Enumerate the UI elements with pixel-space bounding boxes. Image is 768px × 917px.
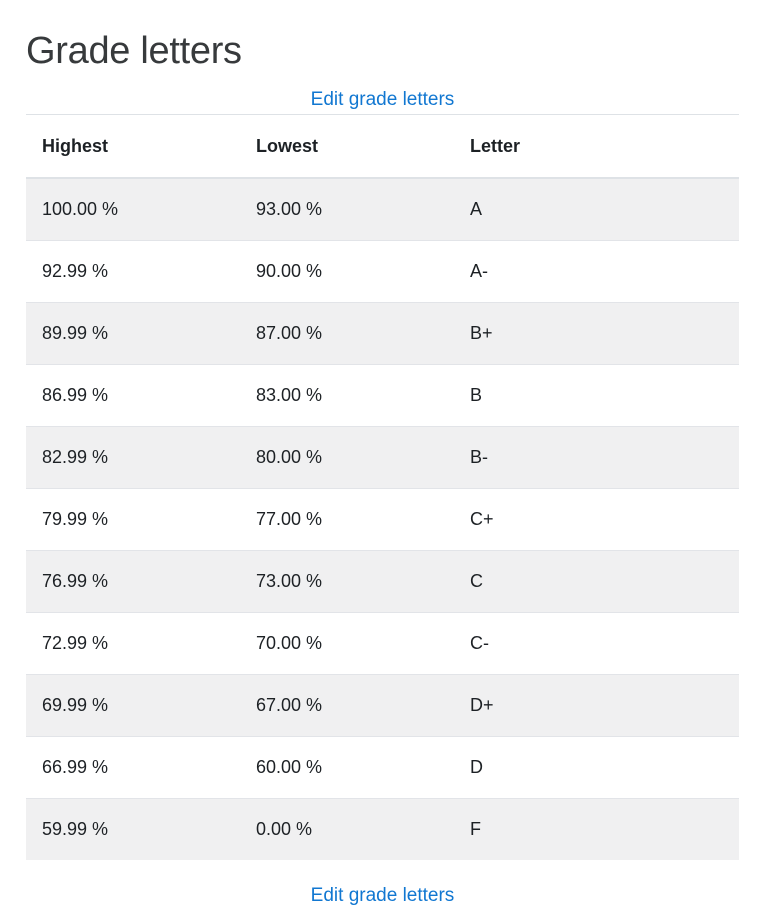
- cell-lowest: 87.00 %: [256, 323, 323, 343]
- cell-highest: 82.99 %: [42, 447, 109, 467]
- cell-letter: A-: [470, 261, 488, 281]
- edit-grade-letters-link-bottom[interactable]: Edit grade letters: [310, 885, 455, 906]
- cell-highest: 59.99 %: [42, 819, 109, 839]
- table-row: [26, 799, 739, 860]
- table-row: [26, 489, 739, 551]
- table-row: [26, 303, 739, 365]
- cell-letter: C: [470, 571, 483, 591]
- table-row: [26, 179, 739, 241]
- cell-highest: 69.99 %: [42, 695, 109, 715]
- cell-highest: 76.99 %: [42, 571, 109, 591]
- cell-lowest: 60.00 %: [256, 757, 323, 777]
- cell-lowest: 93.00 %: [256, 199, 323, 219]
- cell-highest: 79.99 %: [42, 509, 109, 529]
- column-header-letter: Letter: [470, 135, 521, 156]
- cell-letter: B+: [470, 323, 493, 343]
- table-row: [26, 613, 739, 675]
- table-row: [26, 551, 739, 613]
- cell-lowest: 0.00 %: [256, 819, 313, 839]
- cell-letter: B-: [470, 447, 488, 467]
- edit-grade-letters-link-top[interactable]: Edit grade letters: [310, 89, 455, 110]
- page-title: Grade letters: [26, 30, 242, 72]
- cell-letter: A: [470, 199, 483, 219]
- column-header-lowest: Lowest: [256, 135, 319, 156]
- cell-letter: D+: [470, 695, 494, 715]
- table-row: [26, 737, 739, 799]
- cell-letter: B: [470, 385, 483, 405]
- column-header-highest: Highest: [42, 135, 109, 156]
- cell-letter: F: [470, 819, 481, 839]
- cell-lowest: 67.00 %: [256, 695, 323, 715]
- cell-lowest: 80.00 %: [256, 447, 323, 467]
- cell-lowest: 77.00 %: [256, 509, 323, 529]
- cell-letter: C-: [470, 633, 489, 653]
- table-row: [26, 365, 739, 427]
- cell-highest: 92.99 %: [42, 261, 109, 281]
- cell-letter: C+: [470, 509, 494, 529]
- table-row: [26, 241, 739, 303]
- cell-highest: 100.00 %: [42, 199, 119, 219]
- table-row: [26, 427, 739, 489]
- cell-highest: 86.99 %: [42, 385, 109, 405]
- cell-lowest: 83.00 %: [256, 385, 323, 405]
- cell-lowest: 70.00 %: [256, 633, 323, 653]
- cell-lowest: 90.00 %: [256, 261, 323, 281]
- cell-highest: 66.99 %: [42, 757, 109, 777]
- grade-letters-table: [26, 114, 739, 860]
- cell-highest: 89.99 %: [42, 323, 109, 343]
- table-body: [26, 179, 739, 860]
- cell-letter: D: [470, 757, 483, 777]
- table-row: [26, 675, 739, 737]
- table-header-row: [26, 115, 739, 179]
- cell-highest: 72.99 %: [42, 633, 109, 653]
- cell-lowest: 73.00 %: [256, 571, 323, 591]
